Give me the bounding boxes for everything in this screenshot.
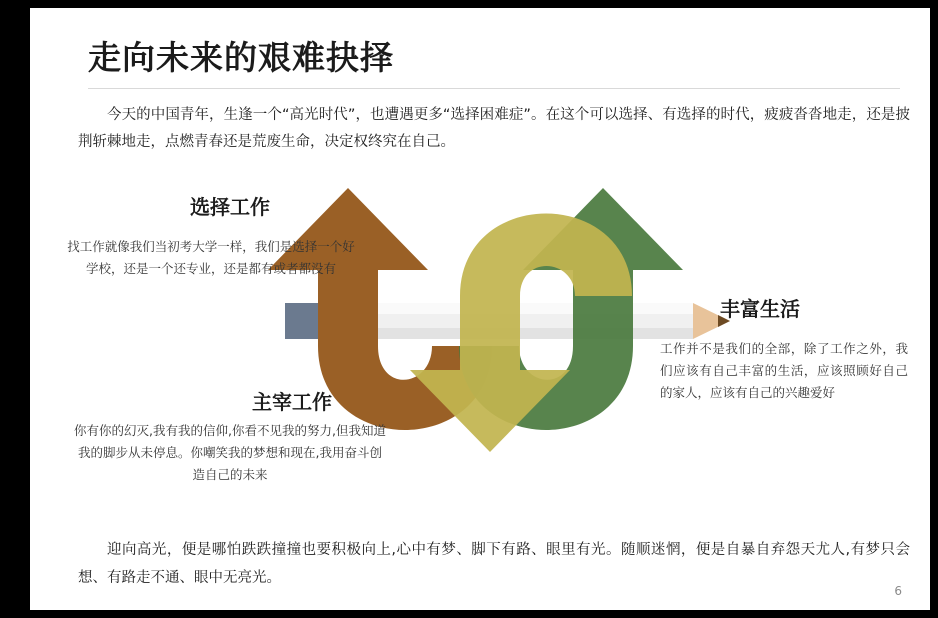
heading-master-job: 主宰工作: [252, 390, 332, 414]
page-number: 6: [894, 584, 902, 598]
slide-frame-right: [930, 0, 938, 618]
outro-paragraph: 迎向高光，便是哪怕跌跌撞撞也要积极向上,心中有梦、脚下有路、眼里有光。随顺迷惘，便是自暴自弃怨天尤人,有梦只会想、有路走不通、眼中无亮光。: [78, 542, 910, 586]
slide-frame-bottom: [0, 610, 938, 618]
body-master-job: 你有你的幻灭,我有我的信仰,你看不见我的努力,但我知道我的脚步从未停息。你嘲笑我的梦想和现在,我用奋斗创造自己的未来: [74, 423, 386, 482]
body-rich-life: 工作并不是我们的全部，除了工作之外，我们应该有自己丰富的生活，应该照顾好自己的家人，应该有自己的兴趣爱好: [660, 341, 908, 400]
intro-paragraph: 今天的中国青年，生逢一个“高光时代”，也遭遇更多“选择困难症”。在这个可以选择、有选择的时代，疲疲沓沓地走，还是披荆斩棘地走，点燃青春还是荒废生命，决定权终究在自己。: [78, 107, 910, 150]
heading-select-job: 选择工作: [190, 195, 270, 219]
pencil-arrows-diagram: [30, 158, 930, 518]
slide-canvas: [30, 8, 930, 610]
slide-frame-left: [0, 0, 30, 618]
slide-frame-top: [0, 0, 938, 8]
page-title: 走向未来的艰难抉择: [88, 38, 394, 77]
heading-rich-life: 丰富生活: [720, 297, 800, 321]
body-select-job: 找工作就像我们当初考大学一样，我们是选择一个好学校，还是一个还专业，还是都有或者都没有: [67, 239, 355, 276]
title-divider: [88, 88, 900, 89]
